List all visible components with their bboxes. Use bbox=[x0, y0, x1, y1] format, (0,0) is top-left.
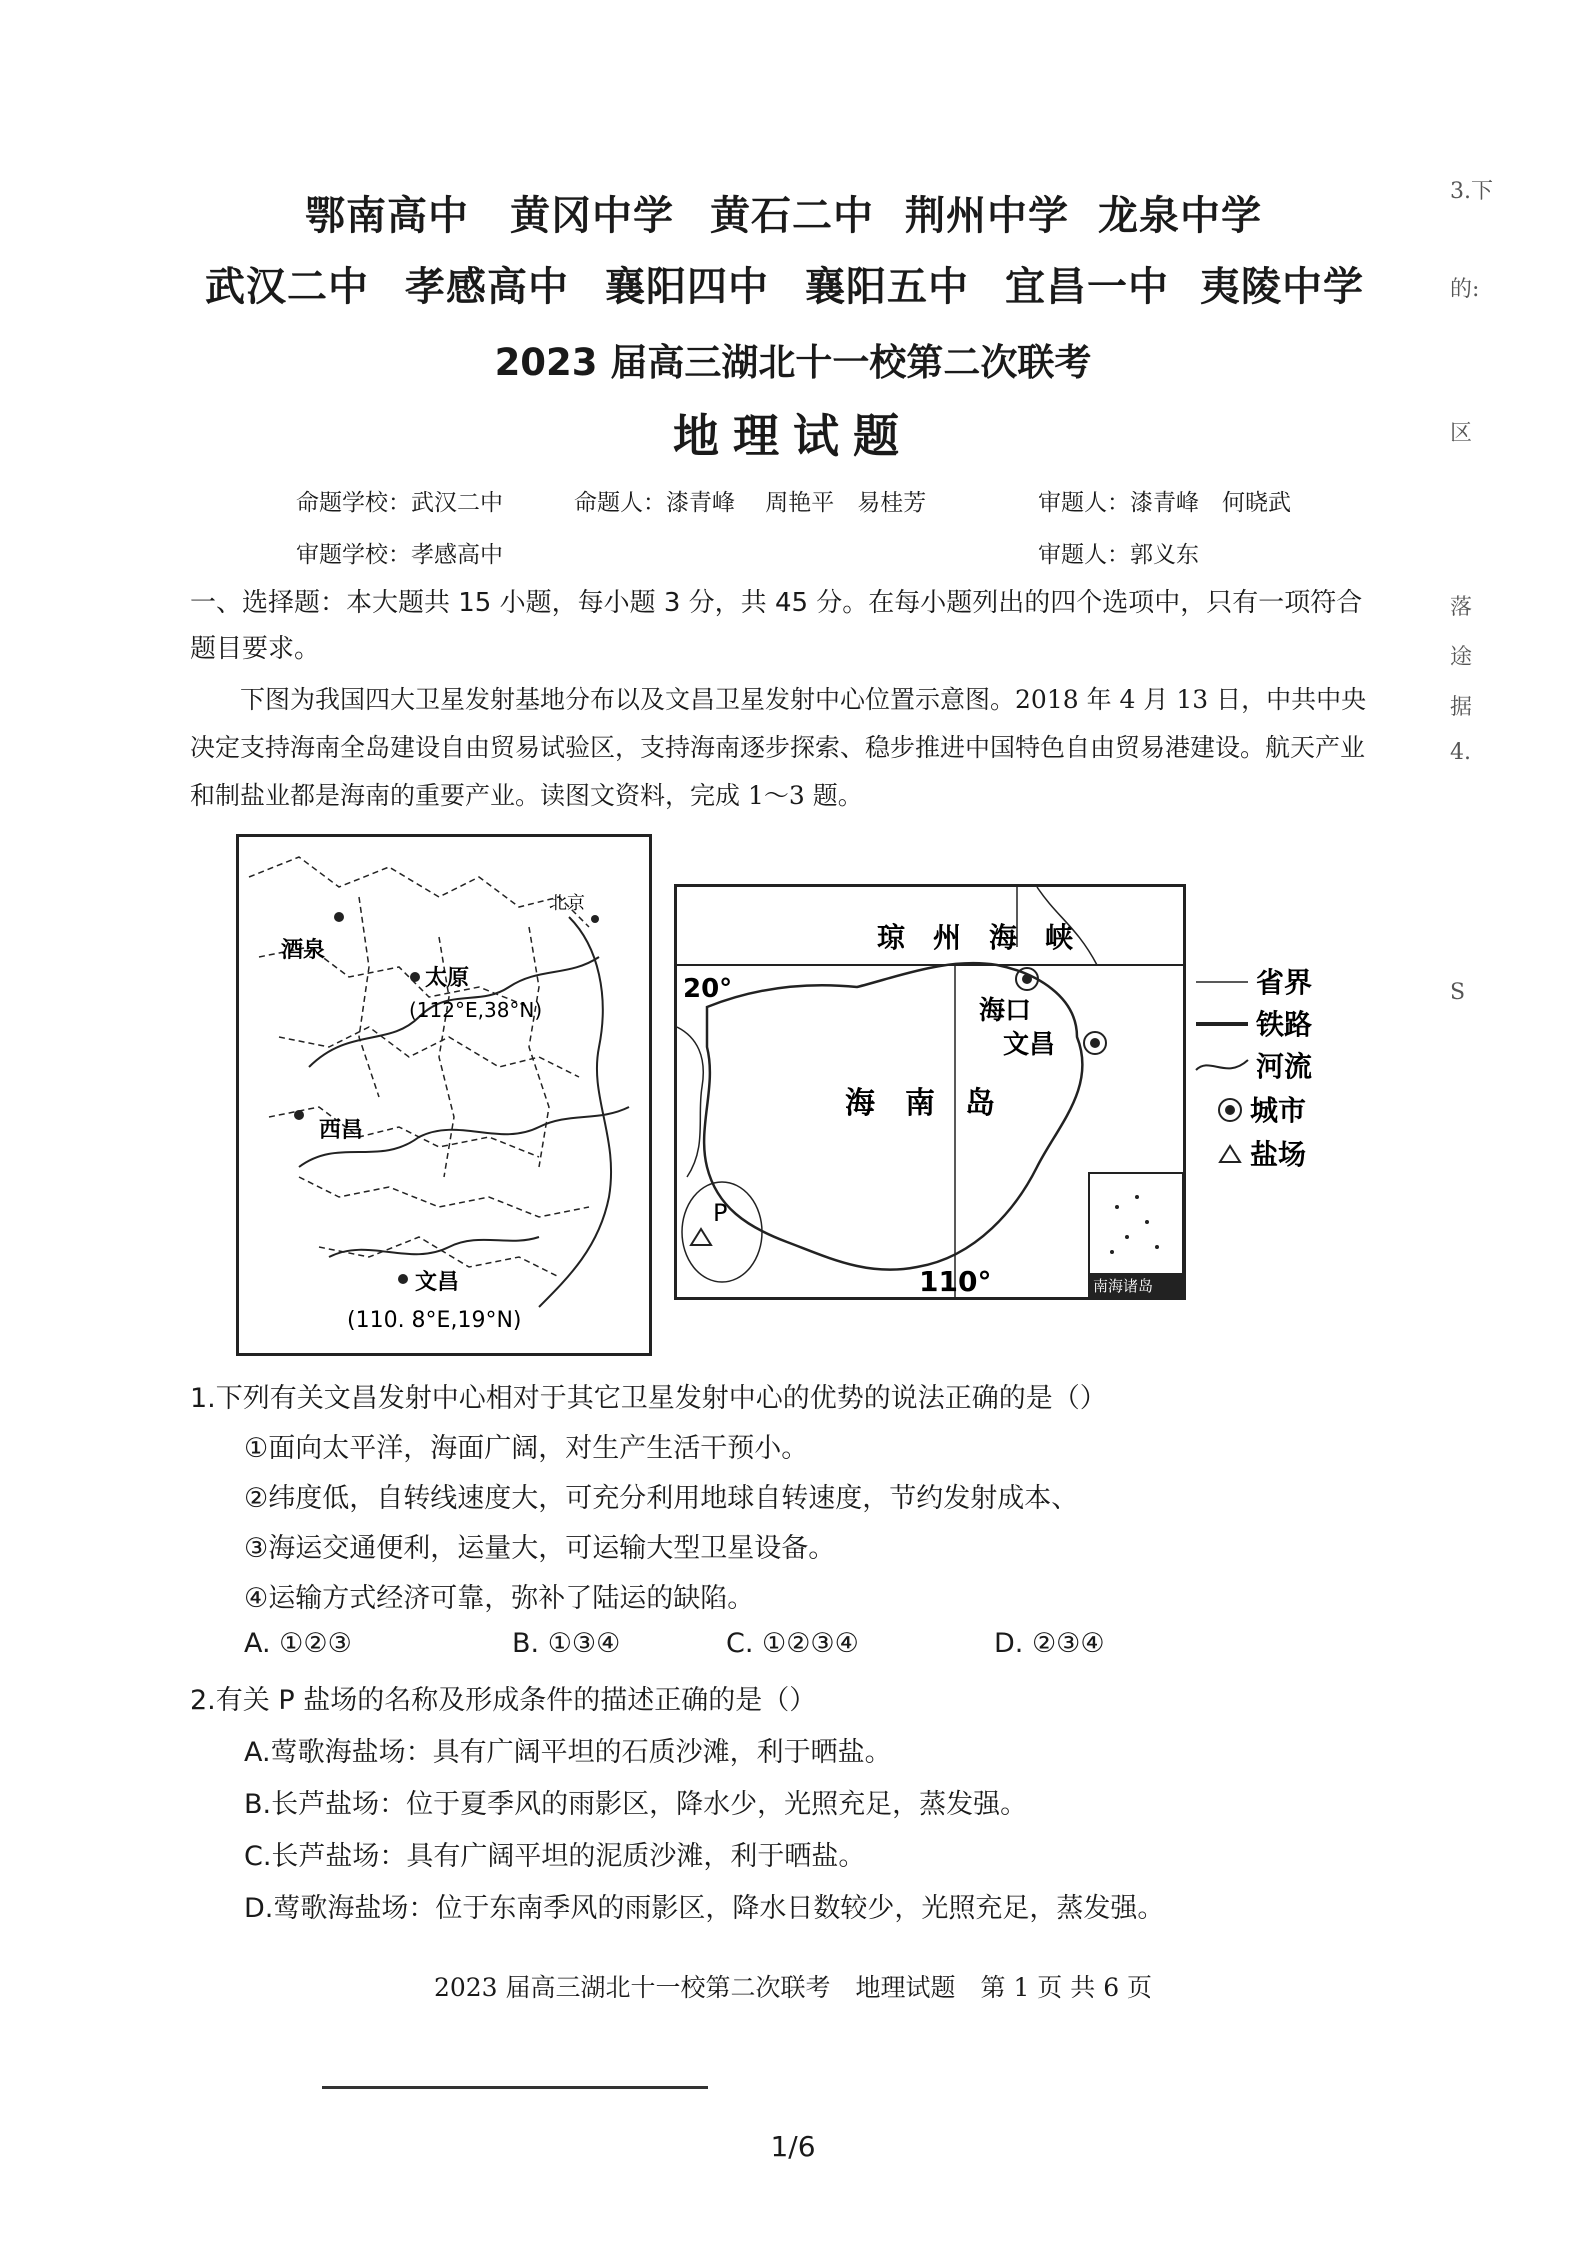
label-p: P bbox=[713, 1199, 728, 1227]
subject-title: 地理试题 bbox=[673, 409, 913, 463]
intro-paragraph: 下图为我国四大卫星发射基地分布以及文昌卫星发射中心位置示意图。2018 年 4 月 13 日，中共中央决定支持海南全岛建设自由贸易试验区，支持海南逐步探索、稳步推进中国特色自由贸易港建设。航天产业和制盐业都是海南的重要产业。读图文资料，完成 1～3 题。 bbox=[190, 685, 1367, 810]
school-name: 襄阳四中 bbox=[605, 264, 769, 310]
meta-authors: 命题人：漆青峰 周艳平 易桂芳 bbox=[574, 490, 927, 516]
china-map-svg bbox=[239, 837, 649, 1353]
legend-railway: 铁路 bbox=[1256, 1008, 1313, 1041]
question-1-option-b: B. ①③④ bbox=[512, 1628, 621, 1659]
label-xichang: 西昌 bbox=[319, 1118, 364, 1143]
school-name: 襄阳五中 bbox=[805, 264, 969, 310]
school-name: 夷陵中学 bbox=[1200, 264, 1364, 310]
legend-salt-field: 盐场 bbox=[1250, 1138, 1307, 1171]
school-name: 孝感高中 bbox=[405, 264, 569, 310]
margin-note: 途 bbox=[1450, 645, 1473, 670]
margin-note: 4. bbox=[1450, 740, 1471, 765]
question-2-option-d: D.莺歌海盐场：位于东南季风的雨影区，降水日数较少，光照充足，蒸发强。 bbox=[244, 1893, 1165, 1924]
question-2-option-c: C.长芦盐场：具有广阔平坦的泥质沙滩，利于晒盐。 bbox=[244, 1841, 866, 1872]
school-name: 黄冈中学 bbox=[510, 193, 674, 239]
margin-note: 的: bbox=[1450, 277, 1480, 302]
section-heading: 一、选择题：本大题共 15 小题，每小题 3 分，共 45 分。在每小题列出的四个选项中，只有一项符合题目要求。 bbox=[190, 588, 1363, 664]
school-name: 鄂南高中 bbox=[305, 193, 469, 239]
school-name: 荆州中学 bbox=[905, 193, 1069, 239]
legend-boundary: 省界 bbox=[1256, 966, 1313, 999]
label-wenchang: 文昌 bbox=[1003, 1030, 1056, 1060]
question-1-stem: 1.下列有关文昌发射中心相对于其它卫星发射中心的优势的说法正确的是（） bbox=[190, 1383, 1107, 1414]
question-1-statement: ②纬度低，自转线速度大，可充分利用地球自转速度，节约发射成本、 bbox=[244, 1483, 1079, 1514]
label-wenchang-coord: (110. 8°E,19°N) bbox=[347, 1308, 522, 1333]
school-name: 龙泉中学 bbox=[1098, 193, 1262, 239]
legend-city: 城市 bbox=[1250, 1094, 1307, 1127]
legend-river: 河流 bbox=[1256, 1050, 1313, 1083]
hainan-map-svg bbox=[677, 887, 1183, 1297]
label-wenchang: 文昌 bbox=[415, 1270, 460, 1295]
label-inset: 南海诸岛 bbox=[1093, 1277, 1154, 1295]
legend-svg bbox=[1190, 960, 1380, 1190]
china-map bbox=[236, 834, 652, 1356]
school-name: 武汉二中 bbox=[205, 264, 369, 310]
label-beijing: 北京 bbox=[549, 893, 585, 914]
question-1-option-a: A. ①②③ bbox=[244, 1628, 352, 1659]
label-lon-110: 110° bbox=[919, 1265, 992, 1297]
margin-note: S bbox=[1450, 980, 1466, 1005]
question-1-option-d: D. ②③④ bbox=[994, 1628, 1105, 1659]
label-lat-20: 20° bbox=[683, 974, 733, 1004]
meta-review-school: 审题学校：孝感高中 bbox=[296, 542, 503, 568]
label-jiuquan: 酒泉 bbox=[281, 938, 326, 963]
meta-reviewers: 审题人：漆青峰 何晓武 bbox=[1038, 490, 1291, 516]
question-1-statement: ③海运交通便利，运量大，可运输大型卫星设备。 bbox=[244, 1533, 836, 1564]
meta-school: 命题学校：武汉二中 bbox=[296, 490, 503, 516]
margin-note: 据 bbox=[1450, 695, 1473, 720]
meta-reviewer2: 审题人：郭义东 bbox=[1038, 542, 1199, 568]
school-name: 黄石二中 bbox=[710, 193, 874, 239]
question-2-option-a: A.莺歌海盐场：具有广阔平坦的石质沙滩，利于晒盐。 bbox=[244, 1737, 892, 1768]
margin-note: 3.下 bbox=[1450, 179, 1493, 204]
margin-note: 区 bbox=[1450, 421, 1473, 446]
page-number: 1/6 bbox=[770, 2130, 816, 2163]
label-taiyuan-coord: (112°E,38°N) bbox=[409, 998, 543, 1022]
question-1-statement: ①面向太平洋，海面广阔，对生产生活干预小。 bbox=[244, 1433, 809, 1464]
label-island: 海 南 岛 bbox=[845, 1086, 995, 1121]
label-strait: 琼 州 海 峡 bbox=[877, 921, 1074, 954]
footer-rule bbox=[322, 2086, 708, 2089]
hainan-map bbox=[674, 884, 1186, 1300]
question-2-option-b: B.长芦盐场：位于夏季风的雨影区，降水少，光照充足，蒸发强。 bbox=[244, 1789, 1028, 1820]
question-1-statement: ④运输方式经济可靠，弥补了陆运的缺陷。 bbox=[244, 1583, 755, 1614]
map-legend bbox=[1190, 960, 1380, 1190]
question-2-stem: 2.有关 P 盐场的名称及形成条件的描述正确的是（） bbox=[190, 1685, 817, 1716]
exam-title: 2023 届高三湖北十一校第二次联考 bbox=[494, 341, 1092, 384]
margin-note: 落 bbox=[1450, 595, 1473, 620]
label-haikou: 海口 bbox=[979, 996, 1032, 1026]
question-1-option-c: C. ①②③④ bbox=[726, 1628, 859, 1659]
page-footer: 2023 届高三湖北十一校第二次联考 地理试题 第 1 页 共 6 页 bbox=[433, 1973, 1153, 2002]
label-taiyuan: 太原 bbox=[425, 966, 470, 991]
school-name: 宜昌一中 bbox=[1005, 264, 1169, 310]
